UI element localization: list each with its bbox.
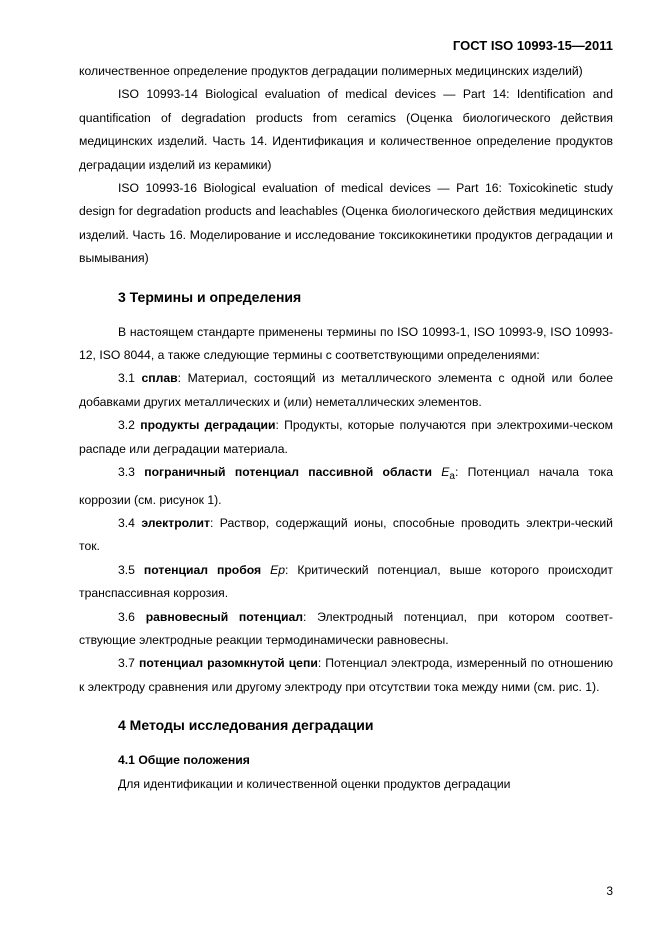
section-4-1-text: Для идентификации и количественной оценки продуктов деградации: [118, 776, 511, 791]
term-name: сплав: [141, 371, 178, 386]
section-3-intro: В настоящем стандарте применены термины по ISO 10993-1, ISO 10993-9, ISO 10993-12, ISO 8044, а также следующие термины с соответствующими определениями:: [79, 324, 613, 363]
term-number: 3.5: [118, 562, 135, 577]
term-symbol-subscript: a: [449, 471, 455, 483]
term-name: потенциал пробоя: [143, 562, 262, 577]
term-definition: : Электродный потенциал, при котором соответ-ствующие электродные реакции термодинамически равновесны.: [79, 609, 613, 647]
reference-iso-10993-16: ISO 10993-16 Biological evaluation of medical devices — Part 16: Toxicokinetic study design for degradation products and leachables (Оценка биологического действия медицинских изделий. Часть 16. Моделирование и исследование токсикокинетики продуктов деградации и вымывания): [79, 181, 613, 266]
term-3-2: [79, 414, 613, 461]
term-3-3: [79, 461, 613, 512]
term-name: продукты деградации: [140, 418, 276, 433]
term-number: 3.3: [118, 465, 135, 480]
section-4-heading: 4 Методы исследования деградации: [118, 717, 374, 734]
term-3-4: [79, 512, 613, 559]
term-3-6: [79, 606, 613, 653]
term-name: равновесный потенциал: [145, 609, 304, 624]
subsection-4-1-heading: 4.1 Общие положения: [118, 753, 250, 768]
term-3-7: [79, 652, 613, 699]
term-number: 3.6: [118, 609, 135, 624]
term-name: потенциал разомкнутой цепи: [138, 656, 318, 671]
reference-continuation: количественное определение продуктов деградации полимерных медицинских изделий): [79, 64, 583, 78]
standard-code-header: ГОСТ ISO 10993-15—2011: [452, 38, 613, 53]
term-definition: : Материал, состоящий из металлического элемента с одной или более добавками других металлических и (или) неметаллических элементов.: [79, 371, 613, 409]
section-3-heading: 3 Термины и определения: [118, 288, 302, 305]
term-definition: : Критический потенциал, выше которого происходит транспассивная коррозия.: [79, 562, 614, 601]
term-symbol: Ер: [270, 562, 286, 577]
term-number: 3.4: [118, 515, 135, 530]
term-number: 3.7: [118, 656, 135, 671]
term-number: 3.1: [118, 371, 135, 386]
term-definition: : Потенциал начала тока коррозии (см. рисунок 1).: [79, 465, 613, 507]
term-name: пограничный потенциал пассивной области: [144, 465, 432, 480]
reference-iso-10993-14: ISO 10993-14 Biological evaluation of medical devices — Part 14: Identification and quantification of degradation products from ceramics (Оценка биологического действия медицинских изделий. Часть 14. Идентификация и количественное определение продуктов деградации изделий из керамики): [79, 87, 613, 172]
term-symbol-subscript: р: [278, 562, 286, 577]
page-content: [79, 60, 613, 796]
term-definition: : Продукты, которые получаются при электрохими-ческом распаде или деградации материала.: [79, 418, 613, 456]
term-definition: : Потенциал электрода, измеренный по отношению к электроду сравнения или другому электроду при отсутствии тока между ними (см. рис. 1).: [79, 656, 614, 694]
term-symbol: $E_a$: [441, 465, 455, 483]
term-number: 3.2: [118, 418, 135, 433]
term-3-1: [79, 367, 613, 414]
term-definition: : Раствор, содержащий ионы, способные проводить электри-ческий ток.: [79, 515, 613, 554]
term-3-5: [79, 559, 613, 606]
term-name: электролит: [141, 515, 211, 530]
page-number: 3: [606, 884, 613, 898]
